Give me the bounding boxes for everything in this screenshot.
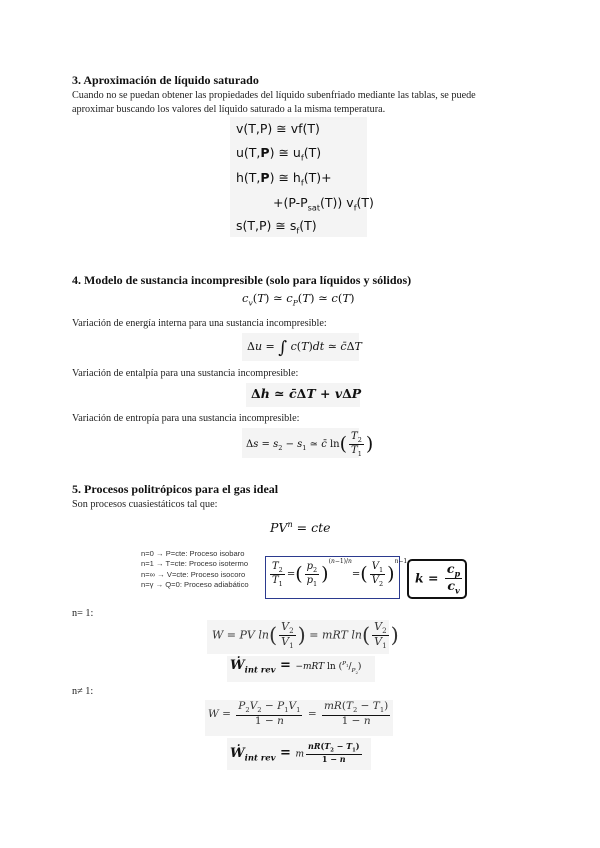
section-4-title: 4. Modelo de sustancia incompresible (solo para líquidos y sólidos) <box>72 273 412 287</box>
n-equals-1-label: n= 1: <box>72 608 94 619</box>
section-5-title: 5. Procesos politrópicos para el gas ideal <box>72 482 279 496</box>
k-ratio-box <box>407 559 467 599</box>
equation-delta-h: Δh ≃ c̄ΔT + vΔP <box>251 386 362 401</box>
equation-v: v(T,P) ≅ vf(T) <box>236 121 320 136</box>
enthalpy-equation-image <box>246 383 360 407</box>
equation-k: k = $\frac{c_p}{c_v}$ <box>415 561 461 596</box>
work-rev-n-not-1-image <box>227 738 371 770</box>
equation-polytropic: $PV^n$ = cte <box>270 519 331 536</box>
work-rev-n1-image <box>227 656 375 682</box>
work-n-not-1-equation-image <box>205 700 393 736</box>
case-isochoric: n=∞ → V=cte: Proceso isocoro <box>141 569 246 579</box>
section-3-title: 3. Aproximación de líquido saturado <box>72 73 259 87</box>
equation-s: s(T,P) ≅ $s_f(T)$ <box>236 218 317 236</box>
work-n1-equation-image <box>207 620 399 654</box>
equation-t-p-v-relation: $\frac{T_2}{T_1}$ =( $\frac{p_2}{p_1}$ )$^{(n-1)/n}$=( $\frac{V_1}{V_2}$ )$^{n-1}$ <box>272 558 408 588</box>
case-adiabatic: n=γ → Q=0: Proceso adiabático <box>141 579 249 589</box>
section-3-paragraph-line-1: Cuando no se puedan obtener las propiedades del líquido subenfriado mediante las tablas, se puede <box>72 90 476 101</box>
polytropic-cases-list <box>141 549 249 590</box>
case-isothermal: n=1 → T=cte: Proceso isotermo <box>141 559 249 569</box>
equation-work-rev-n1: Ẇ$_{int rev}$ = −mRT $\ln (^{P_1}/_{P_2})$ <box>230 658 362 675</box>
case-isobaric: n=0 → P=cte: Proceso isobaro <box>141 549 245 558</box>
equation-c-approx: $c_v(T)$ ≃ $c_P(T)$ ≃ c(T) <box>242 291 355 308</box>
equation-u: u(T,P) ≅ $u_f(T)$ <box>236 145 322 163</box>
internal-energy-equation-image <box>242 333 362 361</box>
equation-work-rev-n-not-1: Ẇ$_{int rev}$ = m $\frac{nR(T_2 - T_1)}{1 - n}$ <box>230 741 360 765</box>
section-5-paragraph: Son procesos cuasiestáticos tal que: <box>72 499 218 510</box>
internal-energy-label: Variación de energía interna para una sustancia incompresible: <box>72 318 327 329</box>
equation-delta-s: $\Delta s = s_2 - s_1$ ≃ c̄ ln( $\frac{T_2}{T_1}$ ) <box>246 431 374 459</box>
n-not-1-label: n≠ 1: <box>72 686 94 697</box>
equation-work-n-not-1: W = $\frac{P_2V_2 - P_1V_1}{1 - n}$ = $\frac{mR(T_2 - T_1)}{1 - n}$ <box>208 700 389 727</box>
equation-h-line-2: $+(P-P_{sat}(T))$ $v_f(T)$ <box>273 195 374 213</box>
equation-delta-u: Δu = ∫ c(T)dt ≃ c̄ΔT <box>247 338 362 358</box>
entropy-equation-image <box>242 428 374 459</box>
enthalpy-label: Variación de entalpía para una sustancia incompresible: <box>72 368 299 379</box>
section-3-paragraph-line-2: aproximar buscando los valores del líquido saturado a la misma temperatura. <box>72 104 386 115</box>
saturated-liquid-equations-image <box>230 117 374 237</box>
equation-work-n1: W = PV ln( $\frac{V_2}{V_1}$ ) = mRT ln( $\frac{V_2}{V_1}$ ) <box>212 620 399 651</box>
entropy-label: Variación de entropía para una sustancia incompresible: <box>72 413 300 424</box>
equation-h-line-1: h(T,P) ≅ $h_f(T)+$ <box>236 170 332 188</box>
temperature-pressure-relation-box <box>265 556 408 599</box>
